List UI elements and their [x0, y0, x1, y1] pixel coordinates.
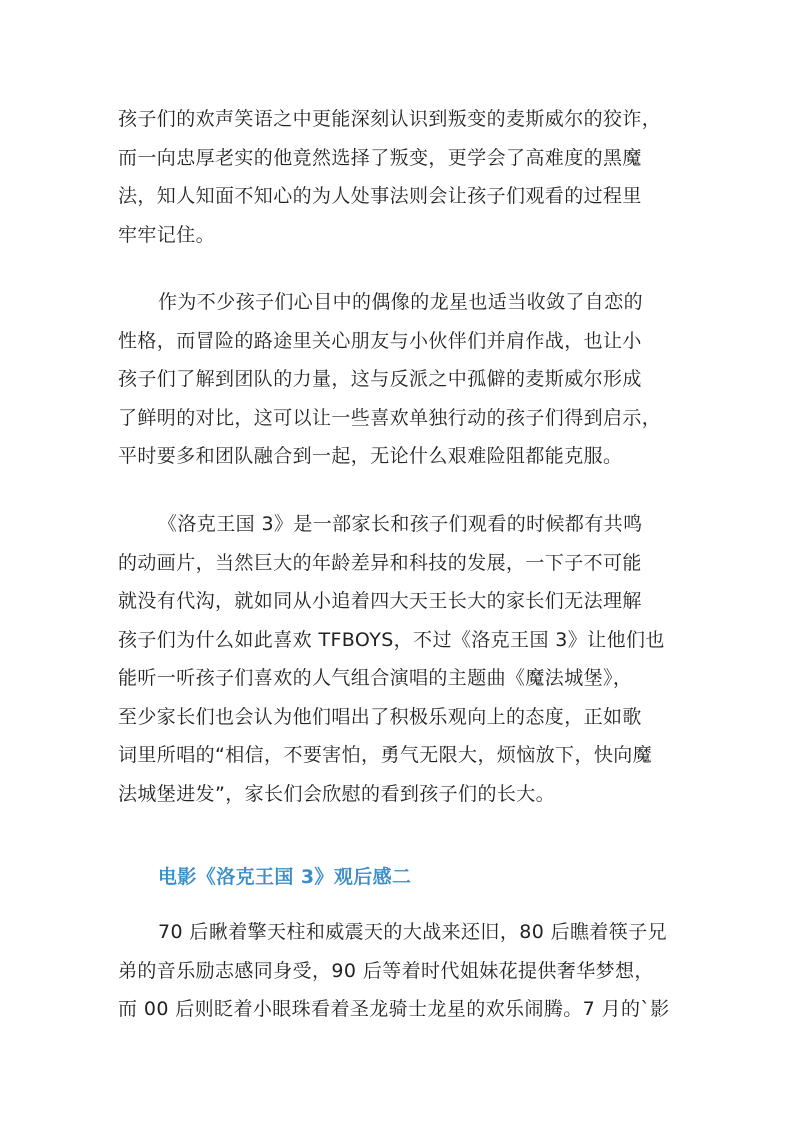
text-line: 70 后瞅着擎天柱和威震天的大战来还旧，80 后瞧着筷子兄 [158, 921, 668, 943]
section-heading: 电影《洛克王国 3》观后感二 [158, 866, 412, 888]
paragraph-1 [118, 100, 688, 254]
text-line: 了鲜明的对比，这可以让一些喜欢单独行动的孩子们得到启示， [118, 406, 662, 429]
text-line: 法城堡进发”，家长们会欣慰的看到孩子们的长大。 [118, 782, 556, 805]
text-line: 弟的音乐励志感同身受，90 后等着时代姐妹花提供奢华梦想， [118, 959, 654, 982]
text-line: 就没有代沟，就如同从小追着四大天王长大的家长们无法理解 [118, 590, 642, 612]
text-line: 至少家长们也会认为他们唱出了积极乐观向上的态度，正如歌 [118, 705, 642, 728]
text-line: 作为不少孩子们心目中的偶像的龙星也适当收敛了自恋的 [158, 291, 644, 313]
text-line: 法，知人知面不知心的为人处事法则会让孩子们观看的过程里 [118, 185, 642, 207]
text-line: 而 00 后则眨着小眼珠看着圣龙骑士龙星的欢乐闹腾。7 月的`影 [118, 998, 670, 1020]
text-line: 词里所唱的“相信，不要害怕，勇气无限大，烦恼放下，快向魔 [118, 744, 653, 766]
paragraph-3 [118, 505, 688, 813]
paragraph-2 [118, 283, 688, 476]
text-line: 能听一听孩子们喜欢的人气组合演唱的主题曲《魔法城堡》， [118, 667, 633, 689]
text-line: 性格，而冒险的路途里关心朋友与小伙伴们并肩作战，也让小 [118, 329, 642, 352]
text-line: 《洛克王国 3》是一部家长和孩子们观看的时候都有共鸣 [158, 513, 643, 535]
paragraph-4 [118, 913, 688, 1029]
text-line: 孩子们为什么如此喜欢 TFBOYS，不过《洛克王国 3》让他们也 [118, 628, 665, 651]
text-line: 的动画片，当然巨大的年龄差异和科技的发展，一下子不可能 [118, 551, 642, 574]
text-line: 孩子们的欢声笑语之中更能深刻认识到叛变的麦斯威尔的狡诈， [118, 108, 662, 130]
text-line: 而一向忠厚老实的他竟然选择了叛变，更学会了高难度的黑魔 [118, 146, 642, 169]
text-line: 平时要多和团队融合到一起，无论什么艰难险阻都能克服。 [118, 445, 623, 467]
text-line: 孩子们了解到团队的力量，这与反派之中孤僻的麦斯威尔形成 [118, 368, 642, 390]
text-line: 牢牢记住。 [118, 223, 216, 246]
